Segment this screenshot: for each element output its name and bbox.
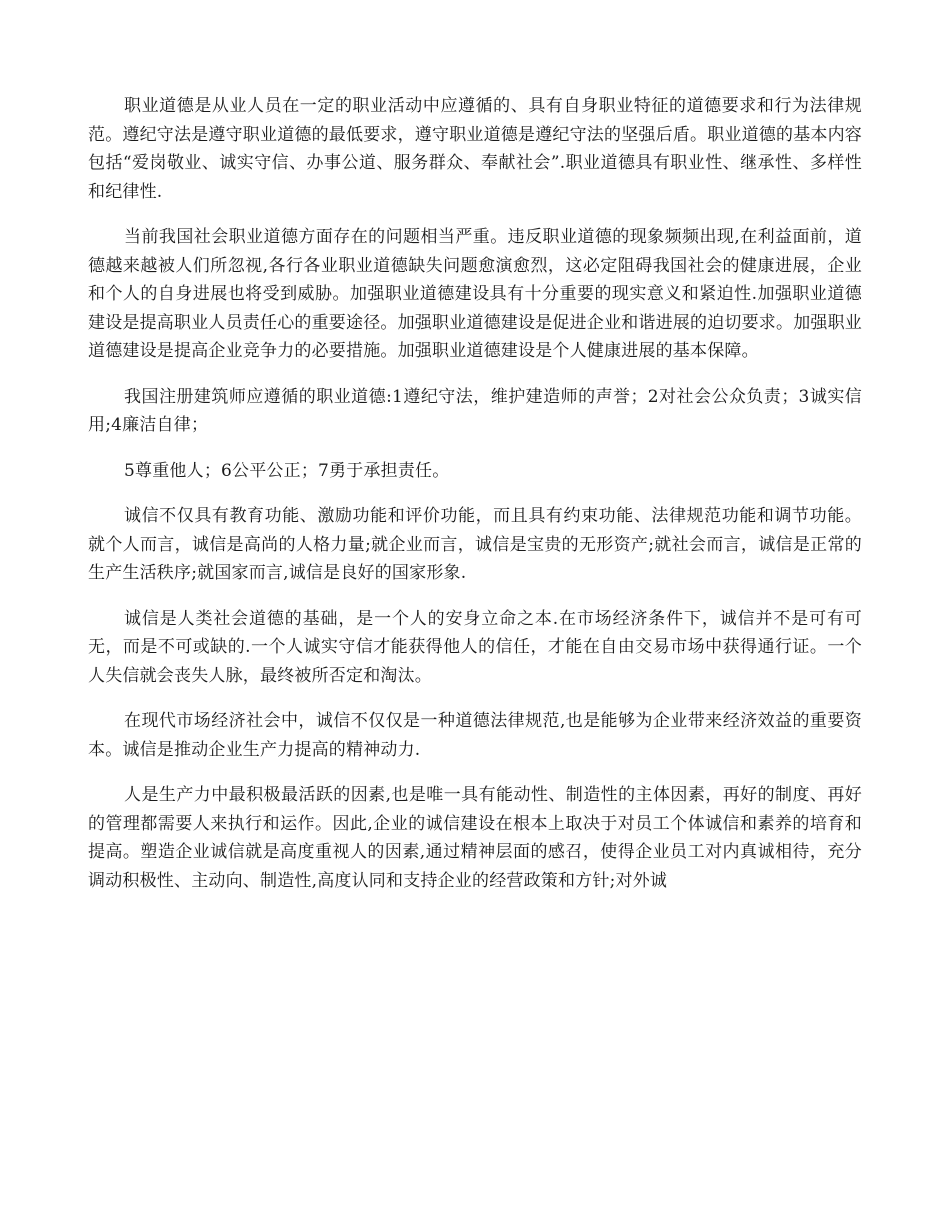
paragraph-6: 诚信是人类社会道德的基础，是一个人的安身立命之本.在市场经济条件下，诚信并不是可有可无，而是不可或缺的.一个人诚实守信才能获得他人的信任，才能在自由交易市场中获得通行证。一个人失信就会丧失人脉，最终被所否定和淘汰。 — [88, 608, 862, 686]
paragraph-5: 诚信不仅具有教育功能、激励功能和评价功能，而且具有约束功能、法律规范功能和调节功能。就个人而言，诚信是高尚的人格力量;就企业而言，诚信是宝贵的无形资产;就社会而言，诚信是正常的生产生活秩序;就国家而言,诚信是良好的国家形象. — [88, 506, 862, 583]
paragraph-3: 我国注册建筑师应遵循的职业道德:1遵纪守法，维护建造师的声誉；2对社会公众负责；3诚实信用;4廉洁自律； — [88, 386, 862, 435]
paragraph-2: 当前我国社会职业道德方面存在的问题相当严重。违反职业道德的现象频频出现,在利益面前，道德越来越被人们所忽视,各行各业职业道德缺失问题愈演愈烈，这必定阻碍我国社会的健康进展，企业和个人的自身进展也将受到威胁。加强职业道德建设具有十分重要的现实意义和紧迫性.加强职业道德建设是提高职业人员责任心的重要途径。加强职业道德建设是促进企业和谐进展的迫切要求。加强职业道德建设是提高企业竞争力的必要措施。加强职业道德建设是个人健康进展的基本保障。 — [88, 227, 862, 361]
paragraph-8: 人是生产力中最积极最活跃的因素,也是唯一具有能动性、制造性的主体因素，再好的制度、再好的管理都需要人来执行和运作。因此,企业的诚信建设在根本上取决于对员工个体诚信和素养的培育和提高。塑造企业诚信就是高度重视人的因素,通过精神层面的感召，使得企业员工对内真诚相待，充分调动积极性、主动向、制造性,高度认同和支持企业的经营政策和方针;对外诚 — [88, 785, 862, 891]
paragraph-7: 在现代市场经济社会中，诚信不仅仅是一种道德法律规范,也是能够为企业带来经济效益的重要资本。诚信是推动企业生产力提高的精神动力. — [88, 711, 862, 760]
paragraph-1: 职业道德是从业人员在一定的职业活动中应遵循的、具有自身职业特征的道德要求和行为法律规范。遵纪守法是遵守职业道德的最低要求，遵守职业道德是遵纪守法的坚强后盾。职业道德的基本内容包括“爱岗敬业、诚实守信、办事公道、服务群众、奉献社会”.职业道德具有职业性、继承性、多样性和纪律性. — [88, 96, 862, 202]
document-page — [88, 92, 862, 912]
paragraph-4: 5尊重他人；6公平公正；7勇于承担责任。 — [124, 460, 450, 481]
